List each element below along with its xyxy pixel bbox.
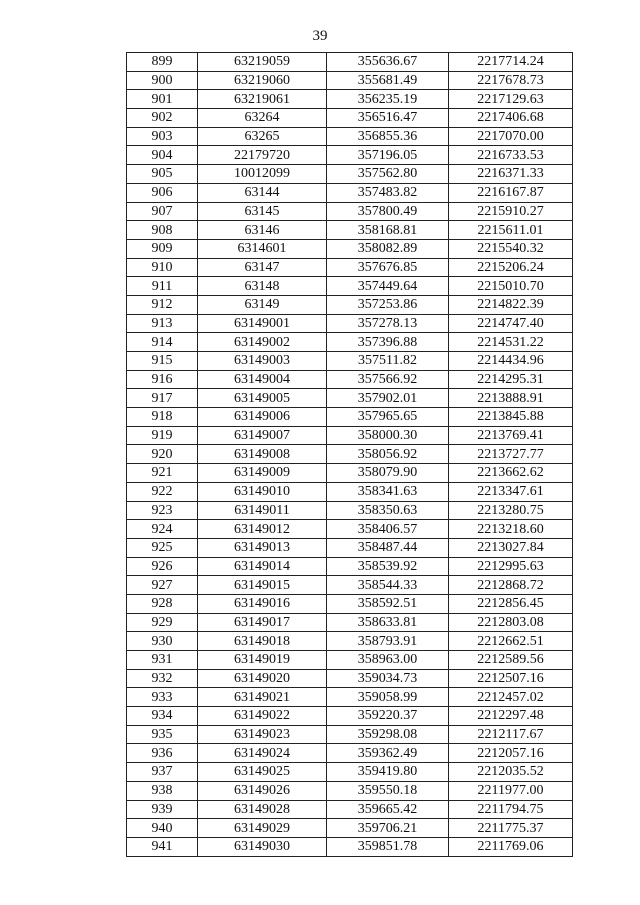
x-coordinate-cell: 356516.47 [327,109,449,128]
y-coordinate-cell: 2214531.22 [449,333,573,352]
point-id-cell: 63149008 [198,445,327,464]
x-coordinate-cell: 358592.51 [327,594,449,613]
x-coordinate-cell: 358079.90 [327,464,449,483]
point-id-cell: 63149 [198,295,327,314]
x-coordinate-cell: 359362.49 [327,744,449,763]
y-coordinate-cell: 2215540.32 [449,239,573,258]
point-id-cell: 63149002 [198,333,327,352]
point-id-cell: 10012099 [198,165,327,184]
point-number-cell: 935 [127,725,198,744]
point-number-cell: 907 [127,202,198,221]
point-number-cell: 917 [127,389,198,408]
point-id-cell: 63145 [198,202,327,221]
x-coordinate-cell: 358963.00 [327,651,449,670]
point-id-cell: 63147 [198,258,327,277]
table-row [127,651,573,670]
table-row [127,277,573,296]
x-coordinate-cell: 359665.42 [327,800,449,819]
table-row [127,90,573,109]
point-number-cell: 921 [127,464,198,483]
y-coordinate-cell: 2214747.40 [449,314,573,333]
x-coordinate-cell: 357449.64 [327,277,449,296]
point-number-cell: 900 [127,71,198,90]
point-id-cell: 63149023 [198,725,327,744]
point-number-cell: 923 [127,501,198,520]
y-coordinate-cell: 2213280.75 [449,501,573,520]
table-row [127,482,573,501]
y-coordinate-cell: 2211775.37 [449,819,573,838]
table-row [127,165,573,184]
point-id-cell: 63149004 [198,370,327,389]
point-number-cell: 937 [127,763,198,782]
table-row [127,819,573,838]
point-number-cell: 922 [127,482,198,501]
point-id-cell: 63149022 [198,707,327,726]
point-id-cell: 63149006 [198,408,327,427]
table-row [127,688,573,707]
coordinates-table-body [127,53,573,857]
x-coordinate-cell: 359298.08 [327,725,449,744]
table-row [127,501,573,520]
point-number-cell: 926 [127,557,198,576]
y-coordinate-cell: 2215010.70 [449,277,573,296]
table-row [127,445,573,464]
table-row [127,408,573,427]
point-number-cell: 909 [127,239,198,258]
point-id-cell: 63149009 [198,464,327,483]
table-row [127,520,573,539]
x-coordinate-cell: 359220.37 [327,707,449,726]
point-id-cell: 63149018 [198,632,327,651]
point-number-cell: 941 [127,837,198,856]
y-coordinate-cell: 2217714.24 [449,53,573,72]
point-number-cell: 901 [127,90,198,109]
table-row [127,632,573,651]
point-id-cell: 63149010 [198,482,327,501]
point-number-cell: 911 [127,277,198,296]
x-coordinate-cell: 359550.18 [327,781,449,800]
y-coordinate-cell: 2214295.31 [449,370,573,389]
table-row [127,800,573,819]
table-row [127,707,573,726]
table-row [127,295,573,314]
point-id-cell: 63149014 [198,557,327,576]
point-id-cell: 63144 [198,183,327,202]
y-coordinate-cell: 2213727.77 [449,445,573,464]
point-number-cell: 928 [127,594,198,613]
table-row [127,202,573,221]
point-number-cell: 915 [127,352,198,371]
y-coordinate-cell: 2211769.06 [449,837,573,856]
point-id-cell: 63146 [198,221,327,240]
point-id-cell: 63219061 [198,90,327,109]
table-row [127,314,573,333]
y-coordinate-cell: 2217129.63 [449,90,573,109]
point-number-cell: 919 [127,426,198,445]
point-number-cell: 938 [127,781,198,800]
table-row [127,669,573,688]
table-row [127,613,573,632]
point-number-cell: 904 [127,146,198,165]
x-coordinate-cell: 359851.78 [327,837,449,856]
y-coordinate-cell: 2213769.41 [449,426,573,445]
table-row [127,352,573,371]
point-number-cell: 933 [127,688,198,707]
y-coordinate-cell: 2212117.67 [449,725,573,744]
table-row [127,333,573,352]
point-number-cell: 934 [127,707,198,726]
table-row [127,744,573,763]
y-coordinate-cell: 2217070.00 [449,127,573,146]
x-coordinate-cell: 356235.19 [327,90,449,109]
point-id-cell: 63264 [198,109,327,128]
x-coordinate-cell: 358350.63 [327,501,449,520]
point-number-cell: 932 [127,669,198,688]
page-number: 39 [312,28,328,44]
x-coordinate-cell: 358406.57 [327,520,449,539]
point-id-cell: 63149025 [198,763,327,782]
table-row [127,557,573,576]
x-coordinate-cell: 357483.82 [327,183,449,202]
x-coordinate-cell: 355636.67 [327,53,449,72]
y-coordinate-cell: 2212297.48 [449,707,573,726]
y-coordinate-cell: 2211977.00 [449,781,573,800]
table-row [127,53,573,72]
point-number-cell: 902 [127,109,198,128]
point-id-cell: 63265 [198,127,327,146]
point-number-cell: 920 [127,445,198,464]
y-coordinate-cell: 2212995.63 [449,557,573,576]
point-id-cell: 63149005 [198,389,327,408]
point-id-cell: 63219060 [198,71,327,90]
table-row [127,576,573,595]
y-coordinate-cell: 2216371.33 [449,165,573,184]
point-number-cell: 903 [127,127,198,146]
y-coordinate-cell: 2212868.72 [449,576,573,595]
table-row [127,464,573,483]
table-row [127,725,573,744]
x-coordinate-cell: 358633.81 [327,613,449,632]
x-coordinate-cell: 357278.13 [327,314,449,333]
point-id-cell: 63149012 [198,520,327,539]
table-row [127,763,573,782]
point-number-cell: 899 [127,53,198,72]
y-coordinate-cell: 2214822.39 [449,295,573,314]
x-coordinate-cell: 357676.85 [327,258,449,277]
point-number-cell: 929 [127,613,198,632]
y-coordinate-cell: 2212662.51 [449,632,573,651]
point-number-cell: 908 [127,221,198,240]
x-coordinate-cell: 358341.63 [327,482,449,501]
table-row [127,146,573,165]
y-coordinate-cell: 2215206.24 [449,258,573,277]
x-coordinate-cell: 358544.33 [327,576,449,595]
x-coordinate-cell: 357902.01 [327,389,449,408]
point-id-cell: 63149013 [198,538,327,557]
y-coordinate-cell: 2212507.16 [449,669,573,688]
table-row [127,183,573,202]
point-id-cell: 63148 [198,277,327,296]
y-coordinate-cell: 2213347.61 [449,482,573,501]
table-row [127,109,573,128]
x-coordinate-cell: 357511.82 [327,352,449,371]
x-coordinate-cell: 358082.89 [327,239,449,258]
y-coordinate-cell: 2213218.60 [449,520,573,539]
x-coordinate-cell: 358793.91 [327,632,449,651]
x-coordinate-cell: 357800.49 [327,202,449,221]
table-row [127,837,573,856]
point-id-cell: 63149007 [198,426,327,445]
table-row [127,127,573,146]
y-coordinate-cell: 2213845.88 [449,408,573,427]
point-number-cell: 940 [127,819,198,838]
x-coordinate-cell: 356855.36 [327,127,449,146]
x-coordinate-cell: 359058.99 [327,688,449,707]
point-id-cell: 22179720 [198,146,327,165]
table-row [127,221,573,240]
point-id-cell: 6314601 [198,239,327,258]
point-id-cell: 63149016 [198,594,327,613]
table-row [127,389,573,408]
point-id-cell: 63149024 [198,744,327,763]
x-coordinate-cell: 357566.92 [327,370,449,389]
table-row [127,239,573,258]
x-coordinate-cell: 357562.80 [327,165,449,184]
x-coordinate-cell: 359419.80 [327,763,449,782]
point-id-cell: 63149029 [198,819,327,838]
point-id-cell: 63149030 [198,837,327,856]
table-row [127,370,573,389]
point-number-cell: 914 [127,333,198,352]
point-number-cell: 910 [127,258,198,277]
point-id-cell: 63149021 [198,688,327,707]
point-id-cell: 63149001 [198,314,327,333]
point-number-cell: 936 [127,744,198,763]
point-id-cell: 63149028 [198,800,327,819]
point-number-cell: 930 [127,632,198,651]
x-coordinate-cell: 357253.86 [327,295,449,314]
point-number-cell: 931 [127,651,198,670]
x-coordinate-cell: 357396.88 [327,333,449,352]
point-id-cell: 63149026 [198,781,327,800]
x-coordinate-cell: 358168.81 [327,221,449,240]
y-coordinate-cell: 2212057.16 [449,744,573,763]
y-coordinate-cell: 2212856.45 [449,594,573,613]
y-coordinate-cell: 2217678.73 [449,71,573,90]
table-row [127,258,573,277]
point-number-cell: 912 [127,295,198,314]
y-coordinate-cell: 2214434.96 [449,352,573,371]
point-number-cell: 913 [127,314,198,333]
point-number-cell: 906 [127,183,198,202]
point-number-cell: 925 [127,538,198,557]
x-coordinate-cell: 358056.92 [327,445,449,464]
x-coordinate-cell: 355681.49 [327,71,449,90]
y-coordinate-cell: 2212457.02 [449,688,573,707]
y-coordinate-cell: 2215910.27 [449,202,573,221]
point-id-cell: 63149019 [198,651,327,670]
point-number-cell: 924 [127,520,198,539]
table-row [127,426,573,445]
x-coordinate-cell: 358000.30 [327,426,449,445]
table-row [127,71,573,90]
y-coordinate-cell: 2216167.87 [449,183,573,202]
y-coordinate-cell: 2216733.53 [449,146,573,165]
y-coordinate-cell: 2215611.01 [449,221,573,240]
y-coordinate-cell: 2212589.56 [449,651,573,670]
x-coordinate-cell: 358487.44 [327,538,449,557]
table-row [127,781,573,800]
x-coordinate-cell: 359034.73 [327,669,449,688]
y-coordinate-cell: 2217406.68 [449,109,573,128]
point-id-cell: 63149020 [198,669,327,688]
point-id-cell: 63219059 [198,53,327,72]
coordinates-table [126,52,573,857]
table-row [127,538,573,557]
point-number-cell: 905 [127,165,198,184]
x-coordinate-cell: 359706.21 [327,819,449,838]
table-row [127,594,573,613]
y-coordinate-cell: 2212035.52 [449,763,573,782]
point-number-cell: 939 [127,800,198,819]
point-id-cell: 63149015 [198,576,327,595]
x-coordinate-cell: 357196.05 [327,146,449,165]
y-coordinate-cell: 2212803.08 [449,613,573,632]
point-id-cell: 63149003 [198,352,327,371]
x-coordinate-cell: 358539.92 [327,557,449,576]
point-id-cell: 63149011 [198,501,327,520]
x-coordinate-cell: 357965.65 [327,408,449,427]
point-number-cell: 916 [127,370,198,389]
point-number-cell: 927 [127,576,198,595]
point-number-cell: 918 [127,408,198,427]
y-coordinate-cell: 2213888.91 [449,389,573,408]
y-coordinate-cell: 2213662.62 [449,464,573,483]
y-coordinate-cell: 2213027.84 [449,538,573,557]
point-id-cell: 63149017 [198,613,327,632]
y-coordinate-cell: 2211794.75 [449,800,573,819]
